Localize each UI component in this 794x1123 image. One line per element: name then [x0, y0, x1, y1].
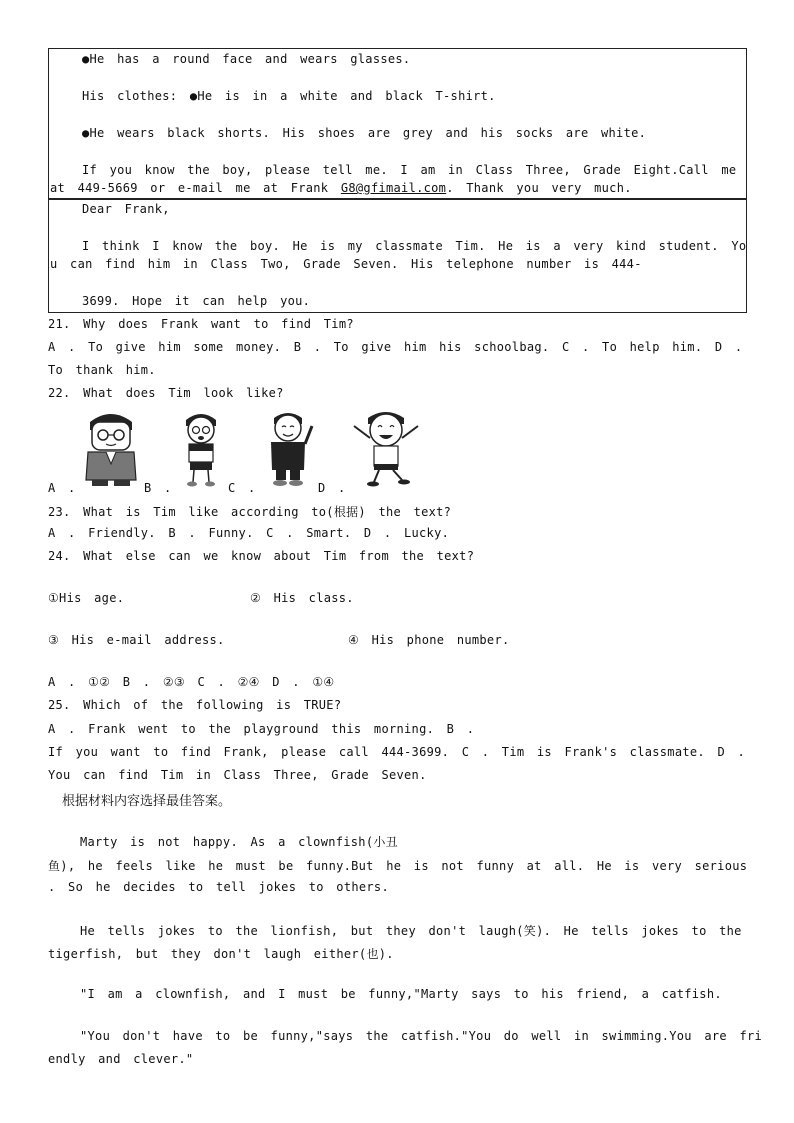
passage-p2-line-1: He tells jokes to the lionfish, but they don't laugh(笑). He tells jokes to the [80, 924, 742, 938]
picture-a-boy-glasses [76, 408, 146, 488]
passage-p1-line-1: Marty is not happy. As a clownfish(小丑 [80, 835, 398, 849]
q25-option-line-1: A . Frank went to the playground this morning. B . [48, 722, 475, 736]
q24-item-2: ② His class. [250, 591, 354, 605]
q24-item-3: ③ His e-mail address. [48, 633, 225, 647]
q23-stem: 23. What is Tim like according to(根据) the text? [48, 505, 452, 519]
passage-p3: "I am a clownfish, and I must be funny,"Marty says to his friend, a catfish. [80, 987, 722, 1001]
notice-box [48, 48, 747, 200]
notice-line-5-start: at 449-5669 or e-mail me at Frank [50, 181, 341, 195]
reply-line-3: u can find him in Class Two, Grade Seven. His telephone number is 444- [50, 257, 642, 271]
passage-p4-line-2: endly and clever." [48, 1052, 194, 1066]
q24-item-4: ④ His phone number. [348, 633, 510, 647]
notice-line-4: If you know the boy, please tell me. I am in Class Three, Grade Eight.Call me [82, 163, 737, 177]
q22-option-a: A . [48, 481, 76, 495]
reply-greeting: Dear Frank, [82, 202, 170, 216]
q21-stem: 21. Why does Frank want to find Tim? [48, 317, 354, 331]
passage-p2-line-2: tigerfish, but they don't laugh either(也). [48, 947, 394, 961]
section-instruction: 根据材料内容选择最佳答案。 [62, 794, 232, 809]
passage-p1-line-2: 鱼), he feels like he must be funny.But he is not funny at all. He is very serious [48, 859, 748, 873]
q24-options: A . ①② B . ②③ C . ②④ D . ①④ [48, 675, 335, 689]
q22-stem: 22. What does Tim look like? [48, 386, 284, 400]
q25-option-line-2: If you want to find Frank, please call 444-3699. C . Tim is Frank's classmate. D . [48, 745, 746, 759]
notice-line-5-end: . Thank you very much. [446, 181, 632, 195]
picture-b-boy-shorts [174, 408, 229, 488]
picture-d-boy-laughing [346, 408, 426, 488]
notice-line-5 [50, 181, 632, 195]
q24-stem: 24. What else can we know about Tim from the text? [48, 549, 475, 563]
q21-options-cont: To thank him. [48, 363, 156, 377]
picture-c-boy-dark [258, 408, 318, 488]
q22-option-d: D . [318, 481, 346, 495]
q25-stem: 25. Which of the following is TRUE? [48, 698, 342, 712]
q23-options: A . Friendly. B . Funny. C . Smart. D . Lucky. [48, 526, 450, 540]
reply-line-4: 3699. Hope it can help you. [82, 294, 311, 308]
notice-line-2: His clothes: ●He is in a white and black T-shirt. [82, 89, 496, 103]
q24-item-1: ①His age. [48, 591, 125, 605]
q21-options: A . To give him some money. B . To give him his schoolbag. C . To help him. D . [48, 340, 743, 354]
reply-line-2: I think I know the boy. He is my classmate Tim. He is a very kind student. Yo [82, 239, 747, 253]
passage-p1-line-3: . So he decides to tell jokes to others. [48, 880, 389, 894]
notice-line-1: ●He has a round face and wears glasses. [82, 52, 411, 66]
q22-option-b: B . [144, 481, 172, 495]
q25-option-line-3: You can find Tim in Class Three, Grade Seven. [48, 768, 427, 782]
email-link[interactable]: G8@gfimail.com [340, 181, 447, 195]
q22-option-c: C . [228, 481, 256, 495]
passage-p4-line-1: "You don't have to be funny,"says the catfish."You do well in swimming.You are fri [80, 1029, 763, 1043]
notice-line-3: ●He wears black shorts. His shoes are grey and his socks are white. [82, 126, 647, 140]
